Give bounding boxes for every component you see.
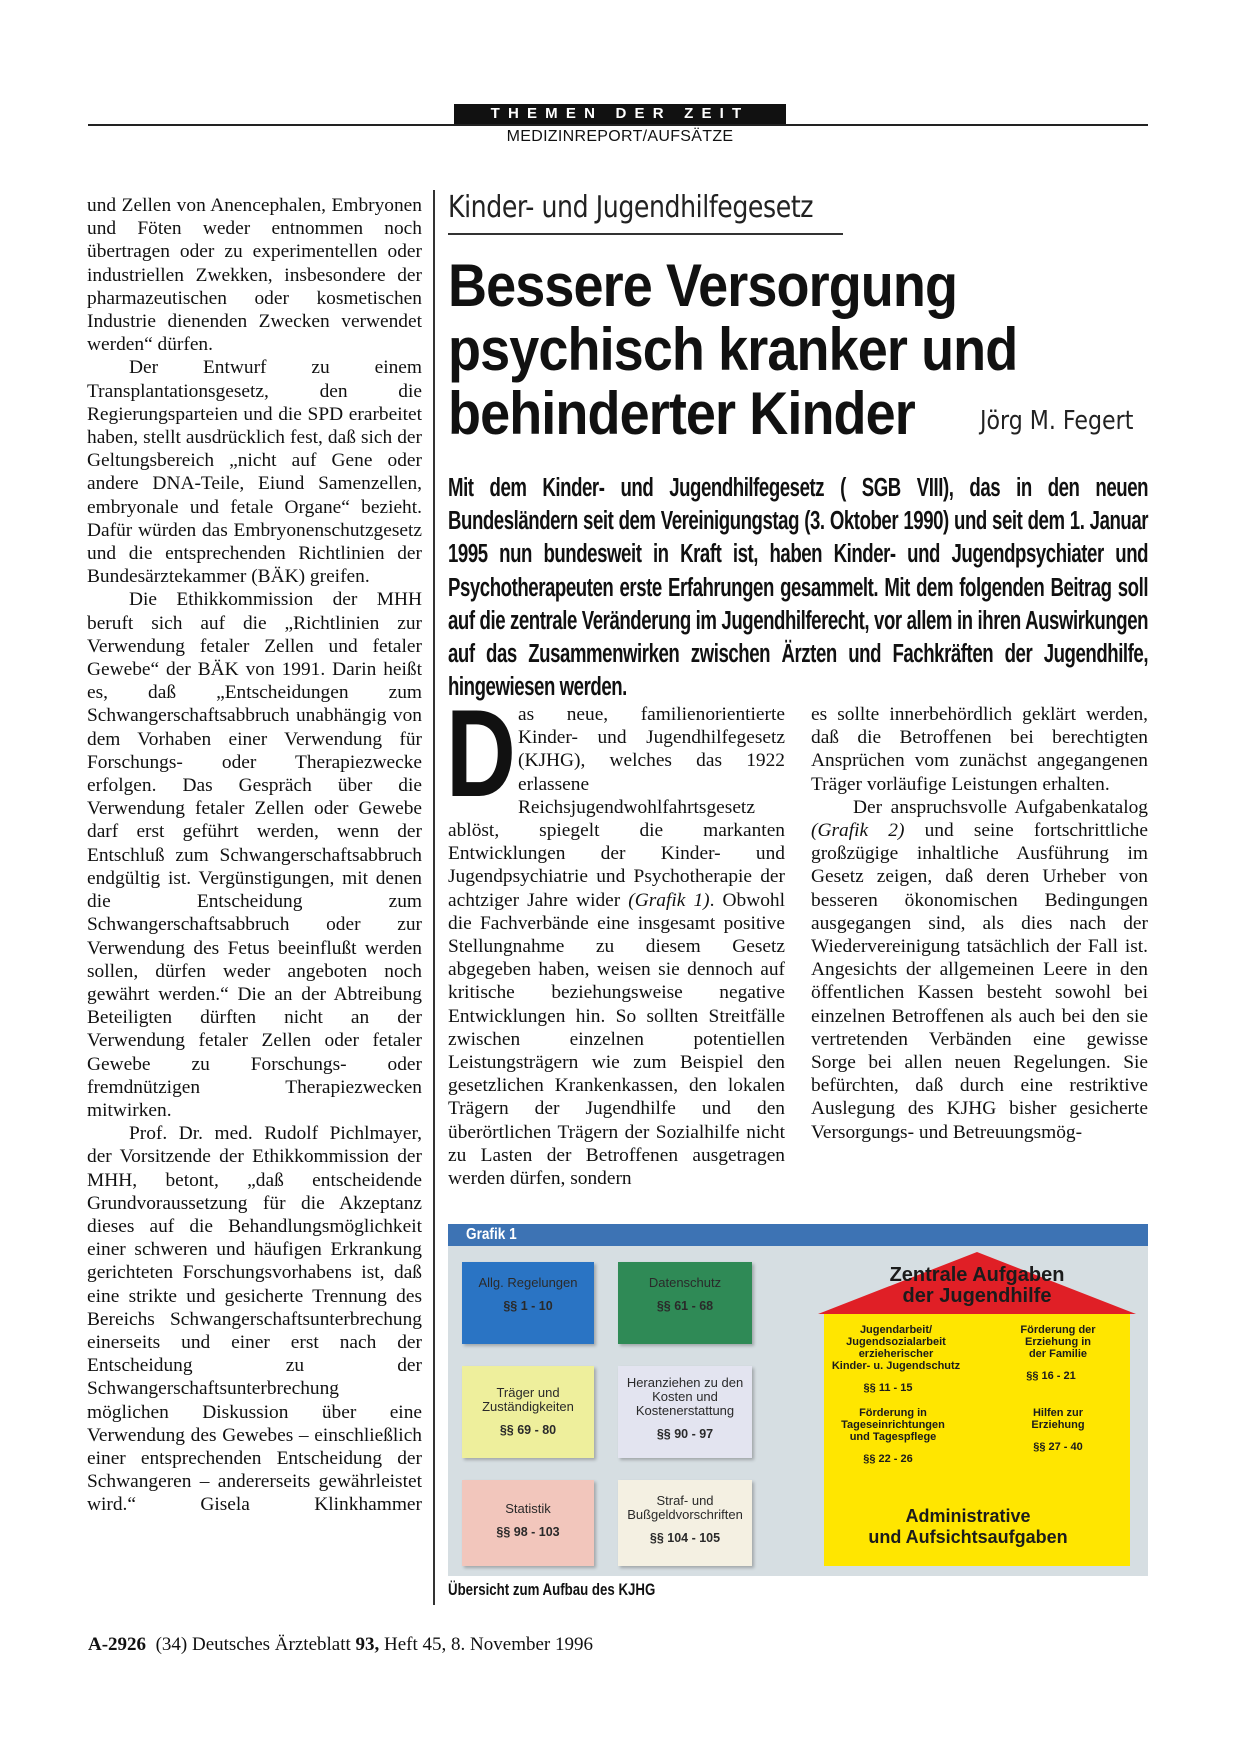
paragraph-text: . Obwohl die Fachverbände eine insgesamt positive Stellungnahme zu diesem Gesetz abgegeben haben, weisen sie dennoch auf kritische beziehungsweise negative Entwicklungen hin. So sollten Streitfälle zwischen einzelnen potentiellen Leistungsträgern wie zum Beispiel den gesetzlichen Krankenkassen, den lokalen Trägern der Jugendhilfe und den überörtlichen Trägern der Sozialhilfe nicht zu Lasten der Betroffenen ausgetragen werden dürfen, sondern bbox=[448, 889, 785, 1190]
paragraph: und Zellen von Anencephalen, Embryonen und Föten weder entnommen noch übertragen oder zu experimentellen oder industriellen Zwekken, insbesondere der pharmazeutischen oder kosmetischen Industrie dienenden Zwecken verwendet werden“ dürfen. bbox=[87, 195, 422, 356]
house-item-line: Erziehung in bbox=[1025, 1336, 1091, 1348]
paragraph-text: as neue, familienorientierte Kinder- und Jugendhilfegesetz (KJHG), welches das 1922 erlassene Reichsjugendwohlfahrtsgesetz ablöst, spiegelt die markanten Entwicklungen der Kinder- und Jugendpsychiatrie und Psychotherapie der achtziger Jahre wider bbox=[448, 704, 785, 911]
figure-box bbox=[618, 1366, 752, 1458]
figure-reference: (Grafik 2) bbox=[811, 820, 905, 842]
house-item-line: Jugendsozialarbeit bbox=[846, 1336, 946, 1348]
figure-box bbox=[462, 1366, 594, 1458]
paragraph bbox=[446, 685, 785, 1190]
headline-line: behinderter Kinder bbox=[448, 380, 915, 447]
page-footer bbox=[88, 1634, 593, 1656]
house-item bbox=[1031, 1407, 1084, 1453]
house-item-line: Kinder- u. Jugendschutz bbox=[831, 1360, 961, 1372]
figure-caption: Übersicht zum Aufbau des KJHG bbox=[448, 1580, 656, 1599]
box-title: Straf- und Bußgeldvorschriften bbox=[627, 1493, 743, 1522]
headline-line: Bessere Versorgung bbox=[448, 252, 958, 319]
figure-reference: (Grafik 1) bbox=[628, 889, 710, 911]
paragraph: Die Ethikkommission der MHH beruft sich auf die „Richtlinien zur Verwendung fetaler Zellen und fetaler Gewebe“ der BÄK von 1991. Darin heißt es, daß „Entscheidungen zum Schwangerschaftsabbruch unabhängig von dem Vorhaben einer Verwendung für Forschungs- oder Therapiezwecke erfolgen. Das Gespräch über die Verwendung fetaler Zellen oder Gewebe darf erst geführt werden, wenn der Entschluß zum Schwangerschaftsabbruch endgültig ist. Vergünstigungen, mit denen die Entscheidung zum Schwangerschaftsabbruch oder zur Verwendung des Fetus beeinflußt werden sollen, dürfen weder angeboten noch gewährt werden.“ Die an der Abtreibung Beteiligten dürften nicht an der Verwendung fetaler Zellen oder fetaler Gewebe zu Forschungs- oder fremdnützigen Therapiezwecken mitwirken. bbox=[87, 589, 422, 1121]
box-title: Heranziehen zu den Kosten und Kostenerstattung bbox=[626, 1375, 744, 1418]
house-item-line: Erziehung bbox=[1031, 1419, 1085, 1431]
house-item-paragraphs: §§ 11 - 15 bbox=[863, 1382, 913, 1394]
house-item-line: Hilfen zur bbox=[1032, 1407, 1084, 1419]
left-column bbox=[87, 194, 422, 1517]
subsection-label: MEDIZINREPORT/AUFSÄTZE bbox=[506, 128, 734, 145]
box-paragraphs: §§ 1 - 10 bbox=[503, 1299, 553, 1313]
footer-text: Heft 45, 8. November 1996 bbox=[379, 1634, 593, 1655]
figure-label: Grafik 1 bbox=[466, 1226, 517, 1243]
house-diagram bbox=[818, 1252, 1136, 1570]
house-bottom-title: Administrative bbox=[905, 1506, 1031, 1526]
dropcap: D bbox=[446, 685, 516, 823]
kicker: Kinder- und Jugendhilfegesetz bbox=[448, 190, 814, 225]
house-item-paragraphs: §§ 27 - 40 bbox=[1033, 1441, 1083, 1453]
section-band: THEMEN DER ZEIT bbox=[454, 104, 786, 124]
footer-volume: 93, bbox=[355, 1634, 380, 1655]
headline-line: psychisch kranker und bbox=[448, 316, 1018, 383]
house-item-line: Tageseinrichtungen bbox=[841, 1419, 945, 1431]
kicker-rule bbox=[448, 233, 843, 235]
house-bottom-title: und Aufsichtsaufgaben bbox=[868, 1527, 1068, 1547]
paragraph bbox=[811, 796, 1148, 1144]
box-title: Datenschutz bbox=[648, 1275, 722, 1290]
paragraph: Der Entwurf zu einem Transplantationsgesetz, den die Regierungsparteien und die SPD erarbeitet haben, stellt ausdrücklich fest, daß sich der Geltungsbereich „nicht auf Gene oder andere DNA-Teile, Eiund Samenzellen, embryonale und fetale Organe“ bezieht. Dafür würden das Embryonenschutzgesetz und die entsprechenden Richtlinien der Bundesärztekammer (BÄK) greifen. bbox=[87, 357, 422, 588]
box-title: Träger und Zuständigkeiten bbox=[482, 1385, 574, 1414]
headline bbox=[448, 254, 1017, 446]
paragraph-text: Der anspruchsvolle Aufgabenkatalog bbox=[853, 796, 1148, 818]
middle-column bbox=[446, 685, 785, 1190]
house-item-paragraphs: §§ 16 - 21 bbox=[1026, 1370, 1076, 1382]
paragraph-text: und seine fortschrittliche großzügige inhaltliche Ausführung im Gesetz zeigen, daß deren Urheber von besseren ökonomischen Bedingungen ausgegangen sind, als dies nach der Wiedervereinigung tatsächlich der Fall ist. Angesichts der allgemeinen Leere in den öffentlichen Kassen besteht sowohl bei einzelnen Betroffenen als auch bei den sie vertretenden Verbänden eine gewisse Sorge bei allen neuen Regelungen. Sie befürchten, daß durch eine restriktive Auslegung des KJHG bisher gesicherte Versorgungs- und Betreuungsmög- bbox=[811, 820, 1148, 1143]
house-item-line: Jugendarbeit/ bbox=[859, 1324, 933, 1336]
house-item-paragraphs: §§ 22 - 26 bbox=[863, 1453, 913, 1465]
box-title: Allg. Regelungen bbox=[478, 1275, 578, 1290]
paragraph: es sollte innerbehördlich geklärt werden, daß die Betroffenen bei berechtigten Ansprüchen vom zunächst angegangenen Träger vorläufige Leistungen erhalten. bbox=[811, 704, 1148, 795]
house-item-line: Förderung der bbox=[1020, 1324, 1096, 1336]
house-item-line: und Tagespflege bbox=[849, 1431, 937, 1443]
house-item-line: Förderung in bbox=[859, 1407, 927, 1419]
figure-box bbox=[618, 1480, 752, 1566]
column-divider bbox=[433, 190, 435, 1605]
box-title: Statistik bbox=[505, 1501, 551, 1516]
figure-box bbox=[618, 1262, 752, 1344]
roof-title: Zentrale Aufgaben bbox=[889, 1264, 1065, 1286]
lead-paragraph bbox=[448, 472, 1148, 704]
house-item-line: erzieherischer bbox=[858, 1348, 934, 1360]
box-paragraphs: §§ 69 - 80 bbox=[499, 1423, 557, 1437]
box-paragraphs: §§ 61 - 68 bbox=[656, 1299, 714, 1313]
signature: Gisela Klinkhammer bbox=[200, 1494, 422, 1516]
header-rule bbox=[88, 124, 1148, 126]
paragraph bbox=[87, 1122, 422, 1516]
page-code: A-2926 bbox=[88, 1634, 147, 1655]
lead-text: Mit dem Kinder- und Jugendhilfegesetz ( SGB VIII), das in den neuen Bundesländern seit dem Vereinigungstag (3. Oktober 1990) und seit dem 1. Januar 1995 nun bundesweit in Kraft ist, haben Kinder- und Jugendpsychiater und Psychotherapeuten erste Erfahrungen gesammelt. Mit dem folgenden Beitrag soll auf die zentrale Veränderung im Jugendhilferecht, vor allem in ihren Auswirkungen auf das Zusammenwirken zwischen Ärzten und Fachkräften der Jugendhilfe, hingewiesen werden. bbox=[448, 474, 1149, 702]
figure-box bbox=[462, 1480, 594, 1566]
paragraph-text: Prof. Dr. med. Rudolf Pichlmayer, der Vorsitzende der Ethikkommission der MHH, betont, „daß entscheidende Grundvoraussetzung für die Akzeptanz dieses auf die Behandlungsmöglichkeit einer schweren und häufigen Erkrankung gerichteten Forschungsvorhabens ist, daß eine strikte und gesicherte Trennung des Bereichs Schwangerschaftsunterbrechung einerseits und einer erst nach der Entscheidung zu der Schwangerschaftsunterbrechung möglichen Diskussion über eine Verwendung des Gewebes – einschließlich einer entsprechenden Entscheidung der Schwangeren – andererseits gewährleistet wird.“ bbox=[87, 1123, 422, 1516]
author: Jörg M. Fegert bbox=[980, 406, 1134, 436]
figure-label-bar bbox=[448, 1224, 1148, 1246]
footer-text: (34) Deutsches Ärzteblatt bbox=[155, 1634, 356, 1655]
box-paragraphs: §§ 98 - 103 bbox=[496, 1525, 560, 1539]
house-item-line: der Familie bbox=[1028, 1348, 1088, 1360]
figure-box bbox=[462, 1262, 594, 1344]
roof-title: der Jugendhilfe bbox=[902, 1285, 1052, 1307]
box-paragraphs: §§ 90 - 97 bbox=[656, 1427, 714, 1441]
box-paragraphs: §§ 104 - 105 bbox=[649, 1531, 721, 1545]
right-column bbox=[811, 703, 1148, 1144]
